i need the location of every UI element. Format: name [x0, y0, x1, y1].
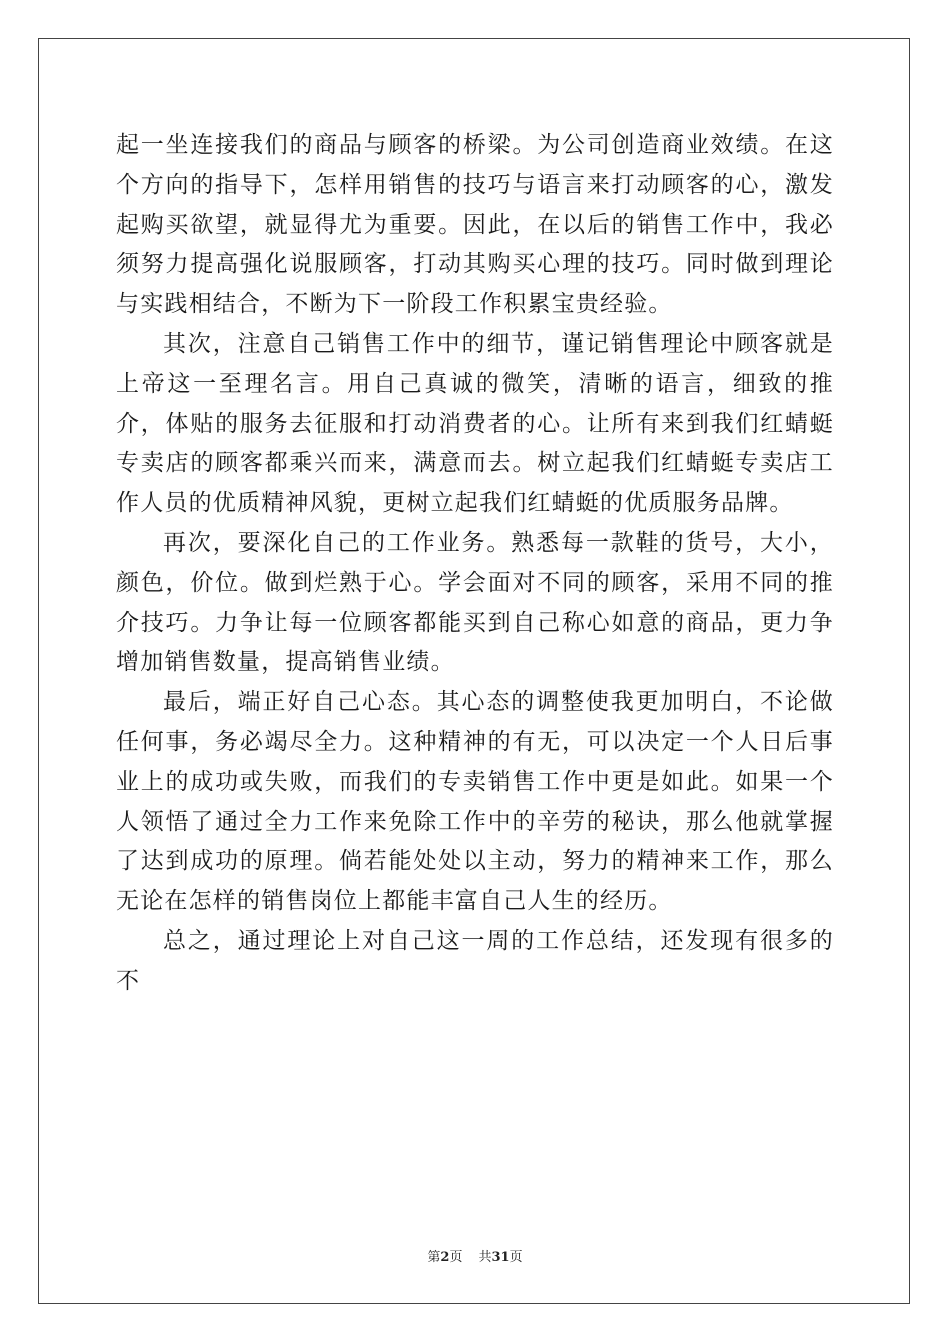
paragraph-3: 再次，要深化自己的工作业务。熟悉每一款鞋的货号，大小，颜色，价位。做到烂熟于心。学会面对不同的顾客，采用不同的推介技巧。力争让每一位顾客都能买到自己称心如意的商品，更力争增加销售数量，提高销售业绩。 — [116, 529, 834, 676]
document-body — [116, 126, 834, 1002]
paragraph-1: 起一坐连接我们的商品与顾客的桥梁。为公司创造商业效绩。在这个方向的指导下，怎样用销售的技巧与语言来打动顾客的心，激发起购买欲望，就显得尤为重要。因此，在以后的销售工作中，我必须努力提高强化说服顾客，打动其购买心理的技巧。同时做到理论与实践相结合，不断为下一阶段工作积累宝贵经验。 — [116, 132, 834, 318]
page-suffix: 页 — [449, 1250, 463, 1265]
paragraph-5: 总之，通过理论上对自己这一周的工作总结，还发现有很多的不 — [116, 927, 834, 994]
total-suffix: 页 — [509, 1250, 523, 1265]
paragraph-2: 其次，注意自己销售工作中的细节，谨记销售理论中顾客就是上帝这一至理名言。用自己真诚的微笑，清晰的语言，细致的推介，体贴的服务去征服和打动消费者的心。让所有来到我们红蜻蜓专卖店的顾客都乘兴而来，满意而去。树立起我们红蜻蜓专卖店工作人员的优质精神风貌，更树立起我们红蜻蜓的优质服务品牌。 — [116, 330, 834, 517]
page-number: 2 — [440, 1250, 450, 1265]
total-pages: 31 — [491, 1250, 510, 1265]
paragraph-4: 最后，端正好自己心态。其心态的调整使我更加明白，不论做任何事，务必竭尽全力。这种精神的有无，可以决定一个人日后事业上的成功或失败，而我们的专卖销售工作中更是如此。如果一个人领悟了通过全力工作来免除工作中的辛劳的秘诀，那么他就掌握了达到成功的原理。倘若能处处以主动，努力的精神来工作，那么无论在怎样的销售岗位上都能丰富自己人生的经历。 — [116, 689, 834, 915]
total-prefix: 共 — [478, 1250, 492, 1265]
page-footer — [0, 1246, 950, 1265]
page-prefix: 第 — [427, 1250, 441, 1265]
